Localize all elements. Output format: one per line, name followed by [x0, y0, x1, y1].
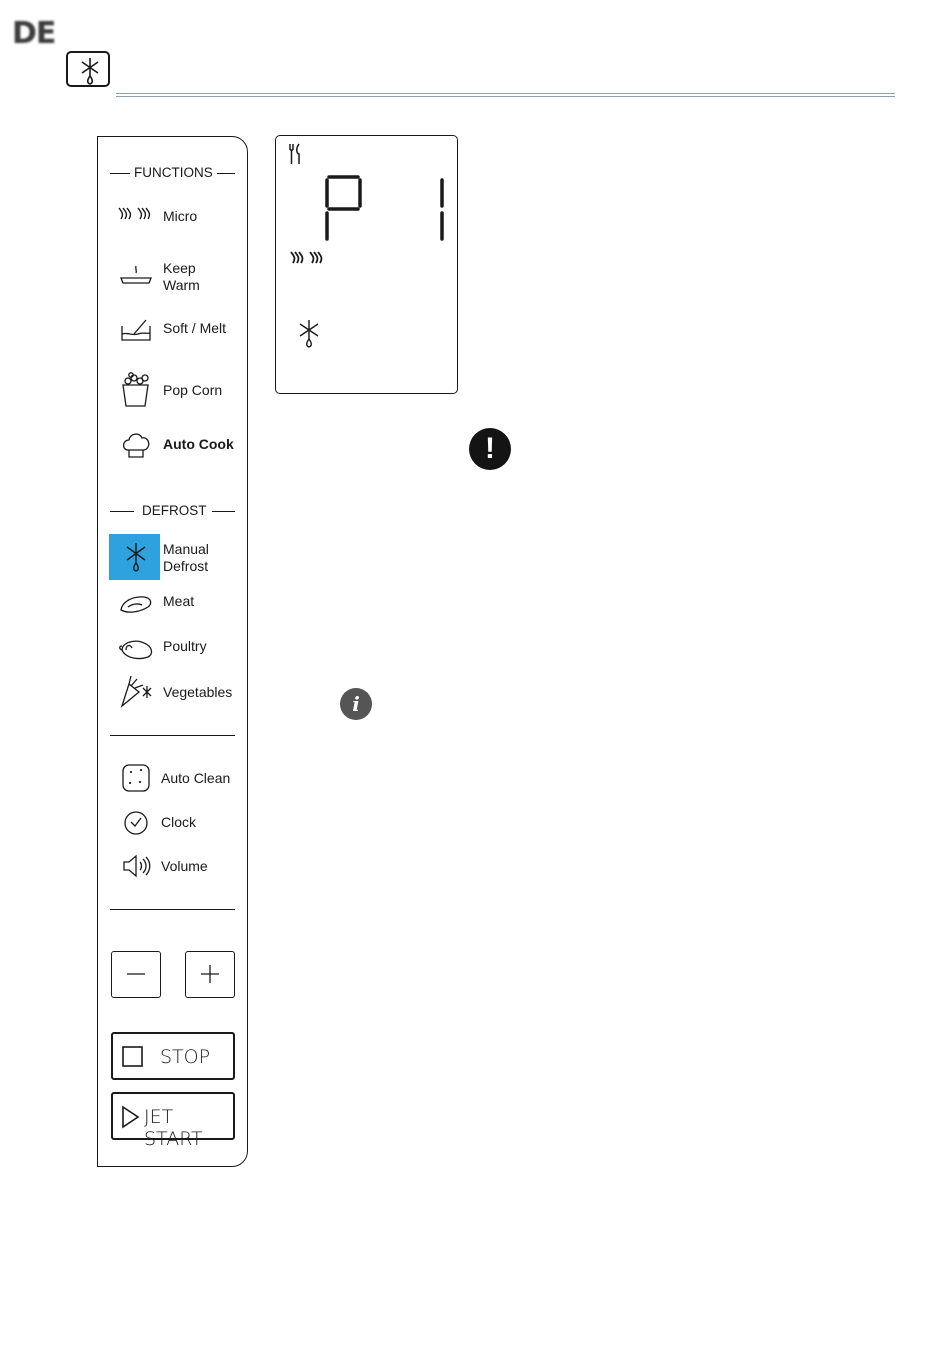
minus-button[interactable] — [111, 951, 161, 998]
meat-icon — [118, 588, 158, 622]
microwave-icon — [288, 248, 330, 274]
stop-button[interactable] — [111, 1032, 235, 1080]
clock-button[interactable] — [110, 806, 240, 846]
manual-defrost-label: Manual Defrost — [163, 541, 209, 574]
micro-label: Micro — [163, 208, 198, 224]
vegetables-label: Vegetables — [163, 684, 233, 700]
poultry-label: Poultry — [163, 638, 207, 654]
manual-defrost-icon — [116, 537, 156, 577]
manual-defrost-icon — [293, 318, 325, 354]
functions-heading: FUNCTIONS — [110, 164, 235, 184]
clock-label: Clock — [161, 814, 197, 830]
meat-button[interactable] — [110, 586, 240, 626]
warning-icon: ! — [469, 428, 511, 470]
program-digit-1 — [434, 173, 454, 245]
panel-divider — [110, 909, 235, 910]
program-digit-p — [322, 173, 368, 245]
soft-melt-icon — [118, 314, 158, 348]
stop-label: STOP — [160, 1046, 211, 1068]
manual-defrost-icon — [66, 51, 110, 87]
auto-clean-label: Auto Clean — [161, 770, 231, 786]
meat-label: Meat — [163, 593, 195, 609]
auto-clean-button[interactable] — [110, 761, 240, 801]
vegetables-button[interactable] — [110, 674, 240, 714]
poultry-button[interactable] — [110, 630, 240, 670]
keep-warm-button[interactable] — [110, 258, 240, 298]
defrost-heading: DEFROST — [110, 502, 235, 522]
language-code: DE — [12, 16, 56, 51]
vegetables-icon — [119, 674, 159, 712]
auto-cook-label: Auto Cook — [163, 436, 234, 452]
volume-icon — [118, 849, 158, 883]
lcd-display — [275, 135, 458, 394]
poultry-icon — [118, 632, 158, 666]
popcorn-icon — [120, 372, 160, 410]
chef-hat-icon — [120, 430, 160, 464]
soft-melt-label: Soft / Melt — [163, 320, 227, 336]
auto-cook-button[interactable] — [110, 428, 240, 468]
micro-button[interactable] — [110, 198, 240, 238]
plus-icon — [186, 952, 234, 997]
cutlery-icon — [286, 142, 306, 168]
jet-start-label: JET START — [144, 1106, 203, 1150]
soft-melt-button[interactable] — [110, 312, 240, 352]
info-icon: i — [340, 688, 372, 720]
popcorn-label: Pop Corn — [163, 382, 223, 398]
stop-icon — [122, 1045, 146, 1069]
minus-icon — [112, 952, 160, 997]
auto-clean-icon — [119, 761, 159, 795]
keep-warm-label: Keep Warm — [163, 260, 200, 293]
panel-divider — [110, 735, 235, 736]
clock-icon — [119, 806, 159, 840]
volume-label: Volume — [161, 858, 208, 874]
play-icon — [121, 1105, 143, 1129]
jet-start-button[interactable] — [111, 1092, 235, 1150]
header-rule — [116, 93, 895, 97]
volume-button[interactable] — [110, 849, 240, 889]
microwave-icon — [116, 198, 156, 232]
popcorn-button[interactable] — [110, 372, 240, 412]
manual-defrost-button[interactable] — [110, 536, 240, 576]
plus-button[interactable] — [185, 951, 235, 998]
keep-warm-icon — [118, 260, 158, 294]
